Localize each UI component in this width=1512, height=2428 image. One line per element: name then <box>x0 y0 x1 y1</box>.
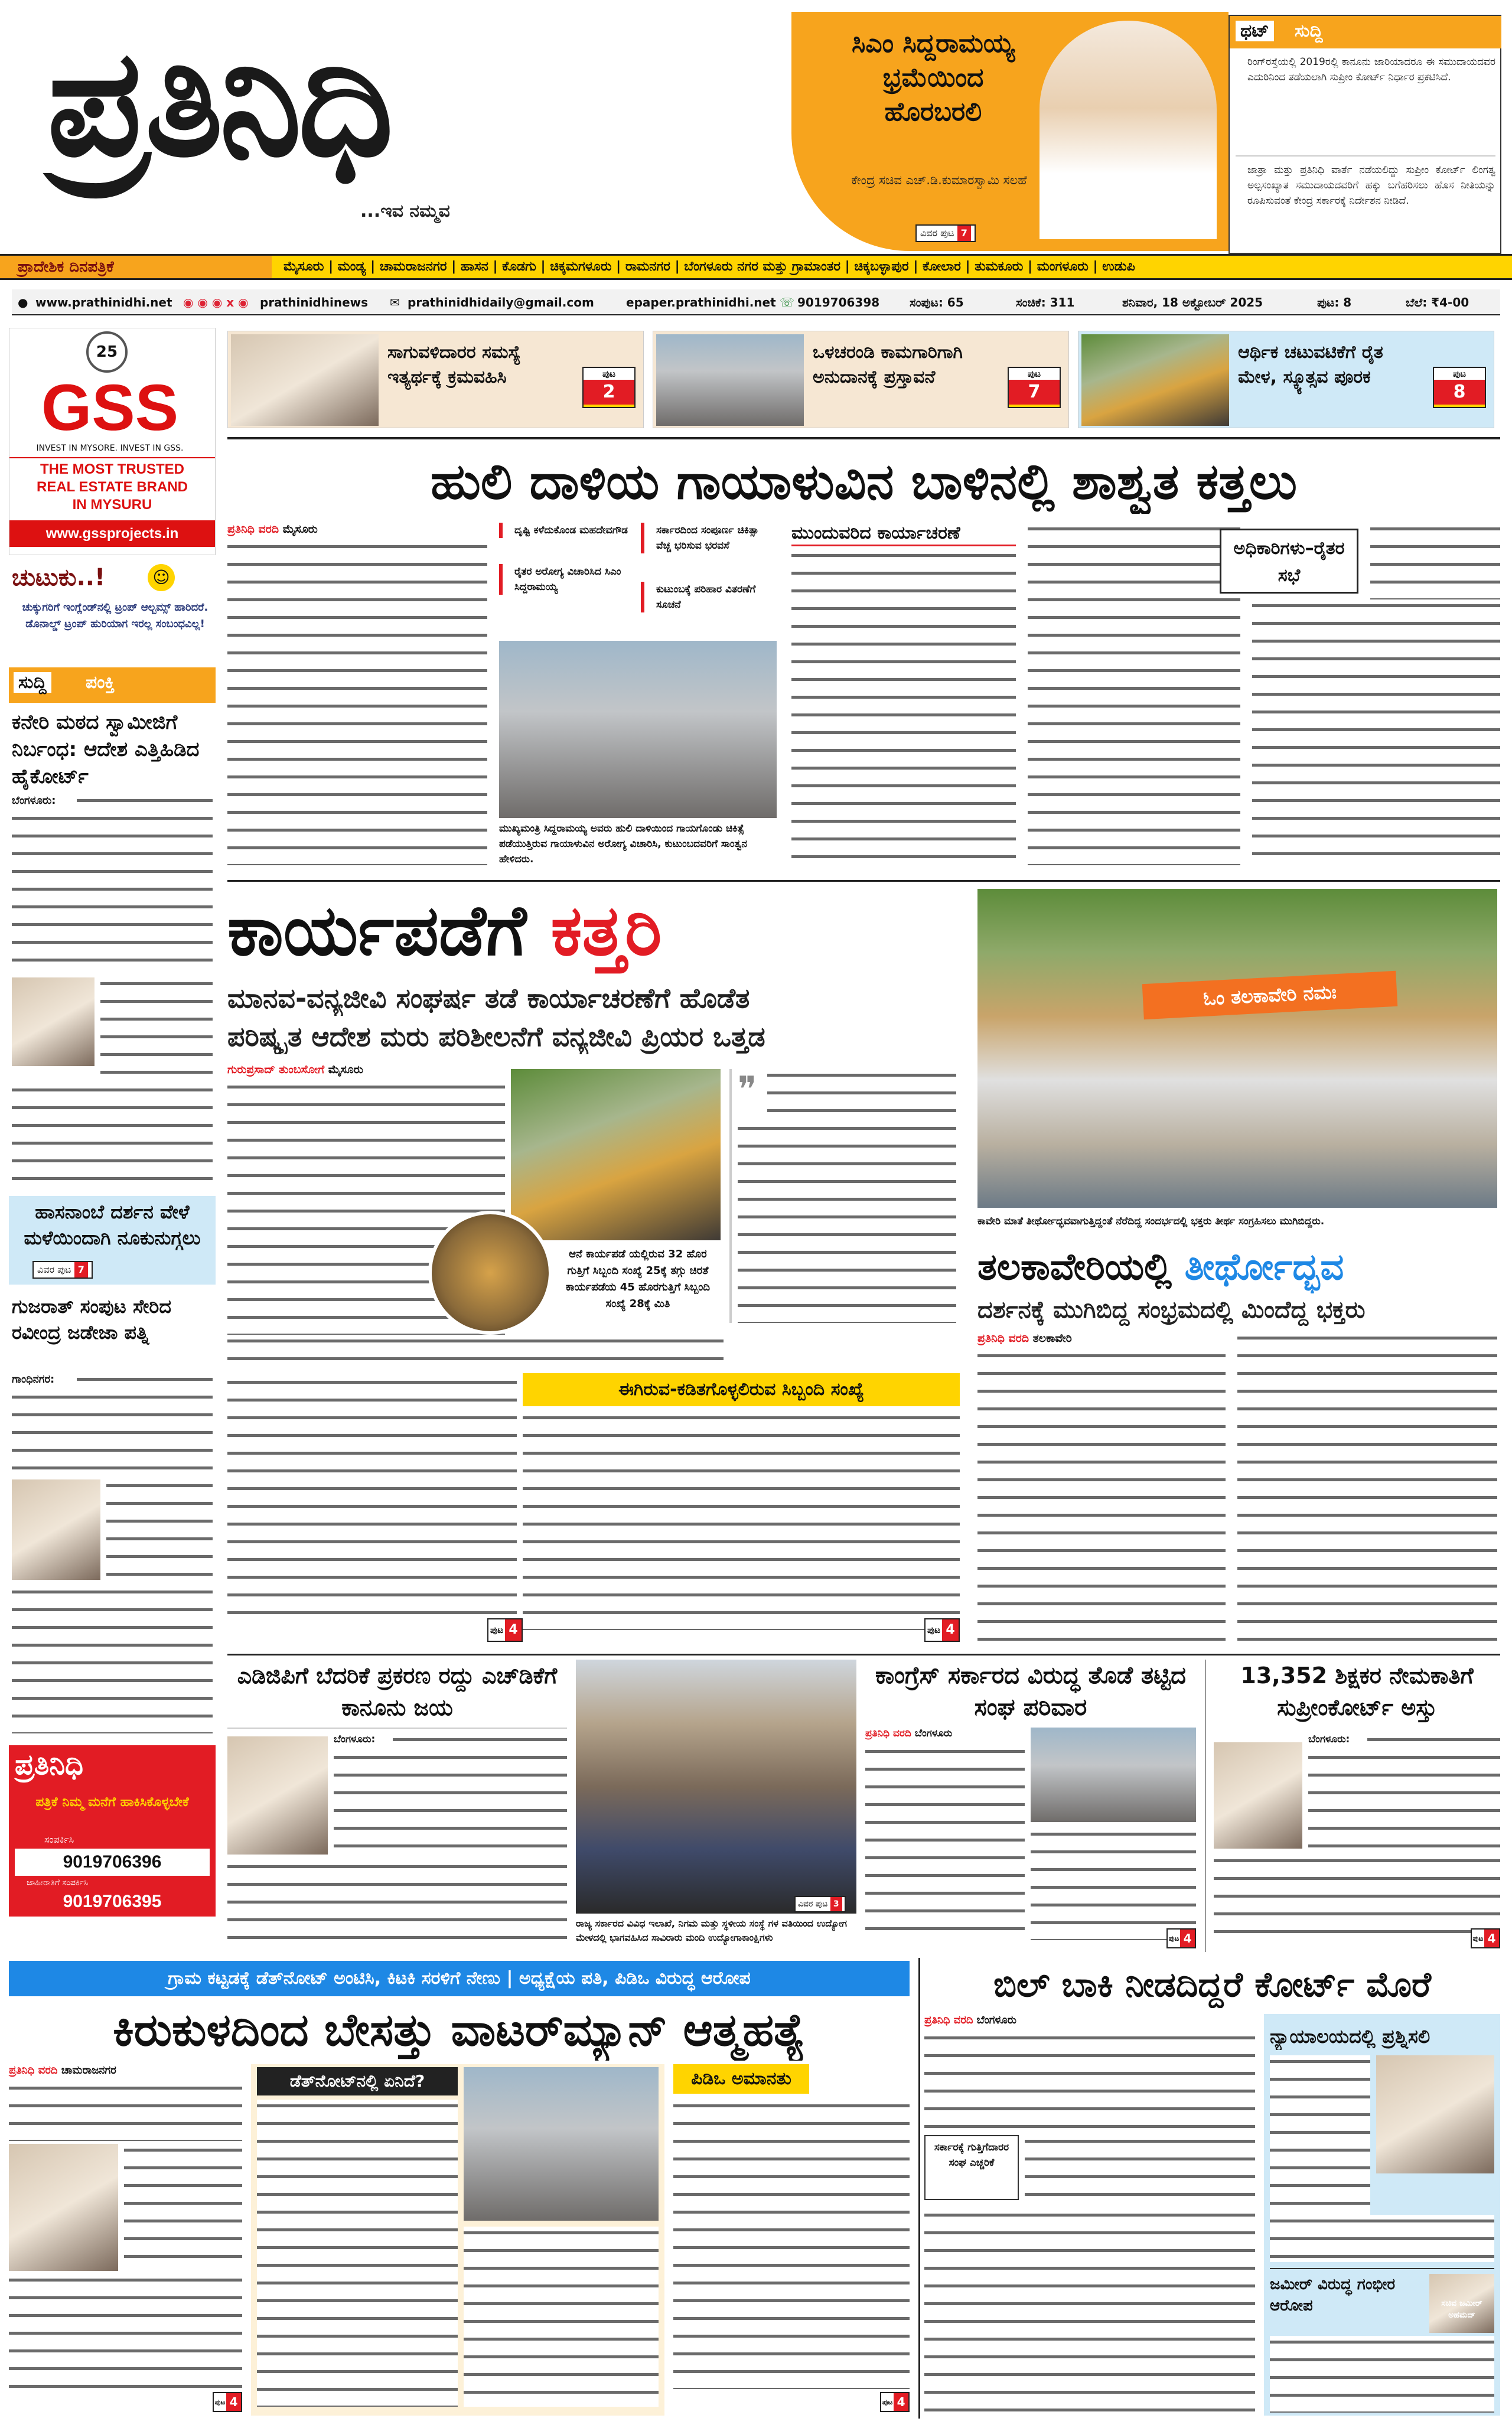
gss-line: IN MYSURU <box>72 497 152 513</box>
sub-text: ಪತ್ರಿಕೆ ನಿಮ್ಮ ಮನೆಗೆ ಹಾಕಿಸಿಕೊಳ್ಳಬೇಕೆ <box>35 1795 189 1810</box>
mail-icon: ✉ <box>390 295 400 309</box>
gss-logo: GSS <box>41 371 179 444</box>
social-icons: ◉ ◉ ◉ x ◉ <box>183 295 249 309</box>
bottom-strap: ಗ್ರಾಮ ಕಟ್ಟಡಕ್ಕೆ ಡೆತ್‌ನೋಟ್ ಅಂಟಿಸಿ, ಕಿಟಕಿ ಸರಳಿಗೆ ನೇಣು | ಅಧ್ಯಕ್ಷೆಯ ಪತಿ, ಪಿಡಿಒ ವಿರುದ್ಧ ಆರೋಪ <box>9 1961 910 1996</box>
teaser-page-label: ಪುಟ <box>1434 368 1485 380</box>
teachers-dateline: ಬೆಂಗಳೂರು: <box>1308 1733 1350 1745</box>
supreme-court-photo <box>1214 1742 1302 1849</box>
page-ref-label: ವಿವರ ಪುಟ <box>37 1264 71 1275</box>
info-bar <box>12 289 1500 315</box>
gss-website[interactable]: www.gssprojects.in <box>9 520 215 547</box>
subscription-ad[interactable] <box>9 1745 216 1917</box>
lead-bullet: ರೈತರ ಅರೋಗ್ಯ ವಿಚಾರಿಸಿದ ಸಿಎಂ ಸಿದ್ದರಾಮಯ್ಯ <box>499 564 632 595</box>
leopard-photo <box>428 1211 552 1335</box>
waterman-photo <box>9 2144 118 2271</box>
talakaveri-byline: ಪ್ರತಿನಿಧಿ ವರದಿ <box>977 1332 1029 1345</box>
lead-story <box>227 523 1500 871</box>
page-ref-label: ಪುಟ <box>881 2393 894 2411</box>
teaser-row <box>227 331 1497 431</box>
teaser[interactable] <box>1078 331 1494 428</box>
page-ref-number: 4 <box>942 1619 959 1641</box>
chutuku-title: ಚುಟುಕು..! <box>12 564 106 591</box>
teaser-page-ref[interactable] <box>582 367 636 408</box>
gss-tagline: INVEST IN MYSORE. INVEST IN GSS. <box>36 444 184 453</box>
masthead-title: ಪ್ರತಿನಿಧಿ <box>47 17 390 189</box>
teaser-text: ಸಾಗುವಳಿದಾರರ ಸಮಸ್ಯೆ ಇತ್ಯರ್ಥಕ್ಕೆ ಕ್ರಮವಹಿಸಿ <box>387 342 521 387</box>
talakaveri-dateline: ತಲಕಾವೇರಿ <box>1032 1332 1072 1345</box>
promo-page-ref-label: ವಿವರ ಪುಟ <box>920 227 954 239</box>
taskforce-headline[interactable] <box>227 886 960 975</box>
court-head: ನ್ಯಾಯಾಲಯದಲ್ಲಿ ಪ್ರಶ್ನಿಸಲಿ <box>1270 2025 1430 2048</box>
teaser-text: ಒಳಚರಂಡಿ ಕಾಮಗಾರಿಗಾಗಿ ಅನುದಾನಕ್ಕೆ ಪ್ರಸ್ತಾವನೆ <box>813 342 963 387</box>
teaser[interactable] <box>653 331 1069 428</box>
quick-news-box <box>1228 15 1501 254</box>
rss-photo <box>1031 1728 1196 1822</box>
price: ಬೆಲೆ: ₹4-00 <box>1406 295 1469 309</box>
waterman-story <box>9 2064 910 2419</box>
page-ref-label: ಪುಟ <box>488 1619 505 1641</box>
talakaveri-subhead: ದರ್ಶನಕ್ಕೆ ಮುಗಿಬಿದ್ದ ಸಂಭ್ರಮದಲ್ಲಿ ಮಿಂದೆದ್ದ ಭಕ್ತರು <box>977 1296 1366 1324</box>
top-promo[interactable] <box>791 12 1228 251</box>
rivaba-photo <box>12 1479 100 1580</box>
lead-headline[interactable]: ಹುಲಿ ದಾಳಿಯ ಗಾಯಾಳುವಿನ ಬಾಳಿನಲ್ಲಿ ಶಾಶ್ವತ ಕತ್ತಲು <box>430 452 1298 510</box>
pdo-page-ref[interactable] <box>880 2392 910 2412</box>
job-fair-photo <box>576 1660 856 1914</box>
staff-stats-head: ಈಗಿರುವ-ಕಡಿತಗೊಳ್ಳಲಿರುವ ಸಿಬ್ಬಂದಿ ಸಂಖ್ಯೆ <box>523 1373 960 1406</box>
teaser-page-number: 7 <box>1009 380 1060 405</box>
adgp-dateline: ಬೆಂಗಳೂರು: <box>334 1733 376 1745</box>
swamiji-photo <box>12 977 94 1066</box>
quick-news-title-b: ಸುದ್ದಿ <box>1295 21 1323 41</box>
news-column-title-b: ಪಂಕ್ತಿ <box>86 672 115 693</box>
teaser-page-ref[interactable] <box>1008 367 1061 408</box>
news-column-header <box>9 667 216 703</box>
talakaveri-story <box>972 886 1500 1648</box>
teaser[interactable] <box>227 331 644 428</box>
page-ref-number: 7 <box>74 1262 88 1277</box>
zameer-head: ಜಮೀರ್ ವಿರುದ್ಧ ಗಂಭೀರ ಆರೋಪ <box>1270 2276 1396 2315</box>
news-column-title-a: ಸುದ್ದಿ <box>14 672 51 693</box>
taskforce-subhead: ಮಾನವ-ವನ್ಯಜೀವಿ ಸಂಘರ್ಷ ತಡೆ ಕಾರ್ಯಾಚರಣೆಗೆ ಹೊಡೆತ <box>227 982 750 1014</box>
job-fair-caption: ರಾಜ್ಯ ಸರ್ಕಾರದ ವಿವಿಧ ಇಲಾಖೆ, ನಿಗಮ ಮತ್ತು ಸ್ಥಳೀಯ ಸಂಸ್ಥೆ ಗಳ ವತಿಯಿಂದ ಉದ್ಯೋಗ ಮೇಳದಲ್ಲಿ ಭಾಗವಹಿಸಿದ ಸಾವಿರಾರು ಮಂದಿ ಉದ್ಯೋಗಾಕಾಂಕ್ಷಿಗಳು <box>576 1918 847 1943</box>
gss-line: THE MOST TRUSTED <box>40 461 184 477</box>
page-ref-number: 3 <box>830 1897 842 1911</box>
ad-phone[interactable]: 9019706395 <box>63 1892 162 1911</box>
waterman-page-ref[interactable] <box>213 2392 242 2412</box>
waterman-headline[interactable]: ಕಿರುಕುಳದಿಂದ ಬೇಸತ್ತು ವಾಟರ್‌ಮ್ಯಾನ್ ಆತ್ಮಹತ್ಯೆ <box>113 2003 806 2056</box>
sub-contact-label: ಸಂಪರ್ಕಿಸಿ <box>44 1834 74 1845</box>
promo-page-ref-number: 7 <box>957 226 971 241</box>
teaser-page-number: 2 <box>584 380 634 405</box>
death-note-box <box>251 2064 664 2416</box>
website-link[interactable]: www.prathinidhi.net <box>35 295 172 309</box>
teaser-photo <box>1081 334 1229 426</box>
row3 <box>227 1660 1500 1955</box>
bill-byline: ಪ್ರತಿನಿಧಿ ವರದಿ <box>924 2014 973 2026</box>
lead-bullet: ದೃಷ್ಟಿ ಕಳೆದುಕೊಂಡ ಮಹದೇವಗೌಡ <box>499 523 632 538</box>
district-bar <box>0 254 1512 280</box>
page-ref-label: ಪುಟ <box>1472 1930 1484 1947</box>
taskforce-dateline: ಮೈಸೂರು <box>328 1063 363 1076</box>
taskforce-page-ref[interactable] <box>924 1618 960 1642</box>
masthead-tagline: ...ಇವ ನಮ್ಮವ <box>360 201 450 221</box>
quick-news-header <box>1230 16 1501 48</box>
hdk-photo <box>227 1736 328 1855</box>
social-handle[interactable]: prathinidhinews <box>260 295 369 309</box>
quick-news-title-a: ಥಟ್ <box>1236 21 1274 41</box>
talakaveri-headline[interactable] <box>977 1240 1497 1293</box>
death-note-photo <box>464 2067 659 2221</box>
taskforce-head-black: ಕಾರ್ಯಪಡೆಗೆ <box>227 889 527 971</box>
pdo-head: ಪಿಡಿಒ ಅಮಾನತು <box>673 2064 809 2094</box>
sub-phone[interactable]: 9019706396 <box>15 1849 210 1876</box>
talakaveri-head-blue: ತೀರ್ಥೋದ್ಭವ <box>1184 1245 1344 1288</box>
page-ref-number: 4 <box>1180 1930 1195 1947</box>
bill-quote: ಸರ್ಕಾರಕ್ಕೆ ಗುತ್ತಿಗೆದಾರರ ಸಂಘ ಎಚ್ಚರಿಕೆ <box>924 2135 1019 2200</box>
divider <box>227 437 1500 439</box>
taskforce-photo-caption: ಆನೆ ಕಾರ್ಯಪಡೆ ಯಲ್ಲಿರುವ 32 ಹೊರ ಗುತ್ತಿಗೆ ಸಿಬ್ಬಂದಿ ಸಂಖ್ಯೆ 25ಕ್ಕೆ ತಗ್ಗು ಚಿರತೆ ಕಾರ್ಯಪಡೆಯ 45 ಹೊರಗುತ್ತಿಗೆ ಸಿಬ್ಬಂದಿ ಸಂಖ್ಯೆ 28ಕ್ಕೆ ಮಿತಿ <box>566 1248 710 1310</box>
lead-caption: ಮುಖ್ಯಮಂತ್ರಿ ಸಿದ್ದರಾಮಯ್ಯ ಅವರು ಹುಲಿ ದಾಳಿಯಿಂದ ಗಾಯಗೊಂಡು ಚಿಕಿತ್ಸೆ ಪಡೆಯುತ್ತಿರುವ ಗಾಯಾಳುವಿನ ಅರೋಗ್ಯ ವಿಚಾರಿಸಿ, ಕುಟುಂಬದವರಿಗೆ ಸಾಂತ್ವನ ಹೇಳಿದರು. <box>499 823 747 865</box>
sidebar-headline[interactable]: ಗುಜರಾತ್ ಸಂಪುಟ ಸೇರಿದ ರವೀಂದ್ರ ಜಡೇಜಾ ಪತ್ನಿ <box>12 1295 171 1344</box>
quote-icon: ❞ <box>738 1069 757 1110</box>
sidebar-headline: ಹಾಸನಾಂಬೆ ದರ್ಶನ ವೇಳೆ ಮಳೆಯಿಂದಾಗಿ ನೂಕುನುಗ್ಗಲು <box>24 1201 201 1249</box>
phone-number[interactable]: 9019706398 <box>797 295 880 309</box>
page-ref-label: ಪುಟ <box>1168 1930 1180 1947</box>
gss-line: REAL ESTATE BRAND <box>36 479 188 495</box>
phone-icon: ☏ <box>780 295 795 309</box>
pdo-column <box>673 2064 910 2416</box>
teaser-page-number: 8 <box>1434 380 1485 405</box>
zameer-name: ಸಚಿವ ಜಮೀರ್ ಅಹಮದ್ <box>1441 2299 1482 2320</box>
sangh-page-ref[interactable] <box>1166 1928 1196 1948</box>
globe-icon: ● <box>18 295 28 309</box>
teaser-photo <box>231 334 379 426</box>
page-count: ಪುಟ: 8 <box>1317 295 1352 309</box>
bill-headline[interactable]: ಬಿಲ್ ಬಾಕಿ ನೀಡದಿದ್ದರೆ ಕೋರ್ಟ್ ಮೊರೆ <box>993 1964 1431 2005</box>
cm-photo <box>1376 2055 1494 2173</box>
page-ref-number: 4 <box>1484 1930 1499 1947</box>
temple-banner: ಓಂ ತಲಕಾವೇರಿ ನಮಃ <box>1142 971 1398 1019</box>
ad-label: ಜಾಹೀರಾತಿಗೆ ಸಂಪರ್ಕಿಸಿ <box>27 1878 89 1888</box>
adgp-headline[interactable]: ಎಡಿಜಿಪಿಗೆ ಬೆದರಿಕೆ ಪ್ರಕರಣ ರದ್ದು ಎಚ್‌ಡಿಕೆಗೆ ಕಾನೂನು ಜಯ <box>237 1663 558 1720</box>
lead-bullet: ಕುಟುಂಬಕ್ಕೆ ಪರಿಹಾರ ವಿತರಣೆಗೆ ಸೂಚನೆ <box>641 582 777 612</box>
email-link[interactable]: prathinidhidaily@gmail.com <box>408 295 594 309</box>
page-ref-number: 4 <box>505 1619 522 1641</box>
sidebar-headline[interactable]: ಕನೇರಿ ಮಠದ ಸ್ವಾಮೀಜಿಗೆ ನಿರ್ಬಂಧ: ಆದೇಶ ಎತ್ತಿಹಿಡಿದ ಹೈಕೋರ್ಟ್ <box>12 711 200 788</box>
chutuku-box <box>9 564 216 661</box>
elephant-photo <box>511 1069 721 1240</box>
taskforce-page-ref[interactable] <box>487 1618 523 1642</box>
promo-page-ref[interactable] <box>915 224 976 242</box>
page-ref-label: ಪುಟ <box>214 2393 226 2411</box>
sidebar-dateline: ಬೆಂಗಳೂರು: <box>12 794 56 807</box>
promo-subline: ಕೇಂದ್ರ ಸಚಿವ ಎಚ್.ಡಿ.ಕುಮಾರಸ್ವಾಮಿ ಸಲಹೆ <box>851 173 1027 187</box>
teaser-page-ref[interactable] <box>1433 367 1486 408</box>
waterman-dateline: ಚಾಮರಾಜನಗರ <box>61 2064 116 2077</box>
sidebar-dateline: ಗಾಂಧಿನಗರ: <box>12 1373 55 1386</box>
divider <box>227 1654 1500 1655</box>
bill-dateline: ಬೆಂಗಳೂರು <box>976 2014 1016 2026</box>
teachers-page-ref[interactable] <box>1471 1928 1500 1948</box>
talakaveri-head-black: ತಲಕಾವೇರಿಯಲ್ಲಿ <box>977 1245 1172 1288</box>
laughing-emoji-icon: ☺ <box>148 564 175 591</box>
lead-bullet: ಸರ್ಕಾರದಿಂದ ಸಂಪೂರ್ಣ ಚಿಕಿತ್ಸಾ ವೆಚ್ಚ ಭರಿಸುವ ಭರವಸೆ <box>641 523 777 553</box>
lead-box-head: ಅಧಿಕಾರಿಗಳು–ರೈತರ ಸಭೆ <box>1220 529 1358 594</box>
taskforce-subhead: ಪರಿಷ್ಕೃತ ಆದೇಶ ಮರು ಪರಿಶೀಲನೆಗೆ ವನ್ಯಜೀವಿ ಪ್ರಿಯರ ಒತ್ತಡ <box>227 1021 765 1052</box>
divider <box>227 880 1500 882</box>
page-ref-label: ವಿವರ ಪುಟ <box>798 1899 828 1909</box>
court-column <box>1264 2014 1500 2416</box>
masthead <box>12 0 815 254</box>
promo-headline: ಸಿಎಂ ಸಿದ್ದರಾಮಯ್ಯ ಭ್ರಮೆಯಿಂದ ಹೊರಬರಲಿ <box>851 28 1015 127</box>
sidebar-page-ref[interactable] <box>32 1261 93 1279</box>
job-fair-page-ref[interactable] <box>794 1896 846 1912</box>
sangh-dateline: ಬೆಂಗಳೂರು <box>914 1728 953 1739</box>
teachers-headline[interactable]: 13,352 ಶಿಕ್ಷಕರ ನೇಮಕಾತಿಗೆ ಸುಪ್ರೀಂಕೋರ್ಟ್ ಅಸ್ತು <box>1240 1663 1474 1720</box>
lead-dateline: ಮೈಸೂರು <box>282 523 318 536</box>
taskforce-story <box>227 886 960 1648</box>
taskforce-quote-box <box>729 1069 960 1323</box>
lead-bullets <box>499 523 777 641</box>
quick-news-item: ಜಾತ್ರಾ ಮತ್ತು ಪ್ರತಿನಿಧಿ ವಾರ್ತೆ ನಡೆಯಲಿದ್ದು ಸುಪ್ರೀಂ ಕೋರ್ಟ್ ಲಿಂಗತ್ವ ಅಲ್ಪಸಂಖ್ಯಾತ ಸಮುದಾಯದವರಿಗೆ ಹಕ್ಕು ಬಗೆಹರಿಸಲು ಹೊಸ ನೀತಿಯನ್ನು ರೂಪಿಸುವಂತೆ ಕೇಂದ್ರ ಸರ್ಕಾರಕ್ಕೆ ನಿರ್ದೇಶನ ನೀಡಿದೆ. <box>1247 164 1495 207</box>
taskforce-byline: ಗುರುಪ್ರಸಾದ್ ತುಂಬಸೋಗೆ <box>227 1063 325 1076</box>
death-note-head: ಡೆತ್‌ನೋಟ್‌ನಲ್ಲಿ ಏನಿದೆ? <box>257 2067 458 2095</box>
chutuku-text: ಚುಕ್ಕುಗರಿಗೆ ಇಂಗ್ಲೆಂಡ್‌ನಲ್ಲಿ ಟ್ರಂಪ್ ಆಲ್ಬಮ್ಸ್ ಹಾರಿದರೆ. ಡೊನಾಲ್ಡ್ ಟ್ರಂಪ್ ಹುರಿಯಾಗ ಇರಲ್ಲ ಸಂಬಂಧವಿಲ್ಲ! <box>22 601 208 630</box>
page-ref-label: ಪುಟ <box>926 1619 942 1641</box>
lead-photo <box>499 641 777 818</box>
teaser-page-label: ಪುಟ <box>1009 368 1060 380</box>
lead-subhead: ಮುಂದುವರಿದ ಕಾರ್ಯಾಚರಣೆ <box>791 523 1016 546</box>
kumaraswamy-photo <box>1040 21 1217 239</box>
sub-brand: ಪ್ರತಿನಿಧಿ <box>15 1748 84 1781</box>
volume: ಸಂಪುಟ: 65 <box>910 295 964 309</box>
district-list: ಮೈಸೂರು | ಮಂಡ್ಯ | ಚಾಮರಾಜನಗರ | ಹಾಸನ | ಕೊಡಗು | ಚಿಕ್ಕಮಗಳೂರು | ರಾಮನಗರ | ಬೆಂಗಳೂರು ನಗರ ಮತ್ತು ಗ್ರಾಮಾಂತರ | ಚಿಕ್ಕಬಳ್ಳಾಪುರ | ಕೋಲಾರ | ತುಮಕೂರು | ಮಂಗಳೂರು | ಉಡುಪಿ <box>284 259 1135 274</box>
teaser-page-label: ಪುಟ <box>584 368 634 380</box>
quick-news-item: ರಿಂಗ್‌ರಸ್ತೆಯಲ್ಲಿ 2019ರಲ್ಲಿ ಕಾನೂನು ಜಾರಿಯಾದರೂ ಈ ಸಮುದಾಯದವರ ಎದುರಿನಿಂದ ತಡೆಯಲಾಗಿ ಸುಪ್ರೀಂ ಕೋರ್ಟ್ ನಿರ್ಧಾರ ಪ್ರಕಟಿಸಿದೆ. <box>1247 56 1495 83</box>
page-ref-number: 4 <box>226 2393 241 2411</box>
epaper-link[interactable]: epaper.prathinidhi.net <box>626 295 776 309</box>
sangh-headline[interactable]: ಕಾಂಗ್ರೆಸ್ ಸರ್ಕಾರದ ವಿರುದ್ಧ ತೊಡೆ ತಟ್ಟಿದ ಸಂಘ ಪರಿವಾರ <box>875 1662 1186 1721</box>
talakaveri-photo <box>977 889 1497 1208</box>
teaser-text: ಆರ್ಥಿಕ ಚಟುವಟಿಕೆಗೆ ರೈತ ಮೇಳ, ಸ್ಕ್ಯೂತ್ಸವ ಪೂರಕ <box>1238 342 1383 387</box>
waterman-byline: ಪ್ರತಿನಿಧಿ ವರದಿ <box>9 2064 58 2077</box>
issue: ಸಂಚಿಕೆ: 311 <box>1016 295 1075 309</box>
talakaveri-caption: ಕಾವೇರಿ ಮಾತೆ ತೀರ್ಥೋದ್ಭವವಾಗುತ್ತಿದ್ದಂತೆ ನೆರೆದಿದ್ದ ಸಂದರ್ಭದಲ್ಲಿ ಭಕ್ತರು ತೀರ್ಥ ಸಂಗ್ರಹಿಸಲು ಮುಗಿಬಿದ್ದರು. <box>977 1215 1325 1227</box>
edition-label: ಪ್ರಾದೇಶಿಕ ದಿನಪತ್ರಿಕೆ <box>0 256 272 278</box>
sidebar-story-box[interactable] <box>9 1196 216 1285</box>
gss-years-badge: 25 <box>86 331 128 373</box>
teaser-photo <box>656 334 804 426</box>
taskforce-head-red: ಕತ್ತರಿ <box>550 889 662 971</box>
lead-byline: ಪ್ರತಿನಿಧಿ ವರದಿ <box>227 523 279 536</box>
bill-story <box>924 1961 1500 2422</box>
gss-ad[interactable] <box>9 328 216 555</box>
sangh-byline: ಪ್ರತಿನಿಧಿ ವರದಿ <box>865 1728 911 1739</box>
date: ಶನಿವಾರ, 18 ಅಕ್ಟೋಬರ್ 2025 <box>1122 295 1263 309</box>
page-ref-number: 4 <box>894 2393 908 2411</box>
